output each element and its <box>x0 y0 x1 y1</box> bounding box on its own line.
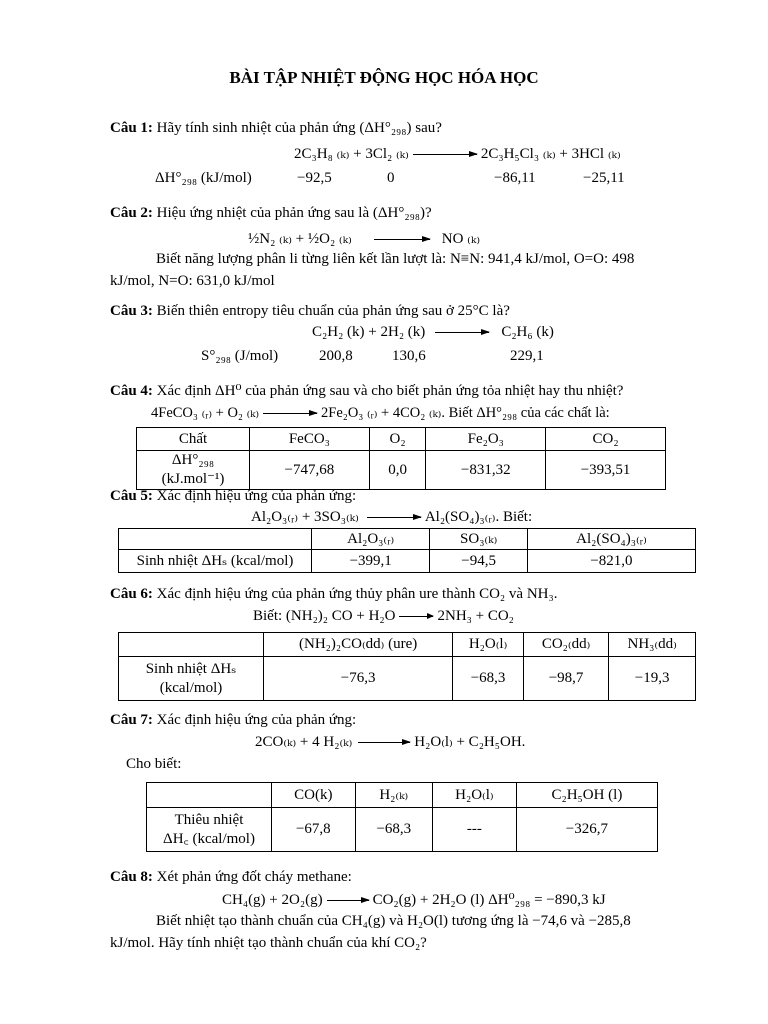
question-text: Hãy tính sinh nhiệt của phản ứng (ΔH°₂₉₈) sau? <box>156 120 442 136</box>
table-row <box>147 808 658 852</box>
q3-value-3: 229,1 <box>510 348 544 364</box>
question-label: Câu 2: <box>110 205 153 221</box>
reaction-arrow <box>435 332 489 333</box>
products: CO₂(g) + 2H₂O (l) ΔH⁰₂₉₈ = −890,3 kJ <box>372 892 606 908</box>
table-header-row <box>119 633 696 657</box>
table-cell <box>119 529 312 550</box>
q7-given: Cho biết: <box>126 756 182 772</box>
question-label: Câu 5: <box>110 488 153 504</box>
table-cell: O₂ <box>369 428 426 451</box>
reactants: Al₂O₃₍ᵣ₎ + 3SO₃₍ₖ₎ <box>251 509 359 525</box>
reactants: 4FeCO₃ ₍ᵣ₎ + O₂ ₍ₖ₎ <box>151 405 260 421</box>
table-cell: −747,68 <box>250 451 370 490</box>
table-header-row <box>137 428 666 451</box>
question-5 <box>110 486 710 506</box>
reactants: ½N₂ ₍ₖ₎ + ½O₂ ₍ₖ₎ <box>248 231 352 247</box>
table-cell: NH₃₍dd₎ <box>609 633 696 657</box>
q1-value-4: −25,11 <box>583 170 625 186</box>
table-cell: −326,7 <box>516 808 657 852</box>
products: H₂O₍l₎ + C₂H₅OH. <box>414 734 526 750</box>
q1-row-label: ΔH°₂₉₈ (kJ/mol) <box>155 170 252 186</box>
table-cell: SO₃₍ₖ₎ <box>430 529 528 550</box>
q1-reaction <box>294 144 621 164</box>
q1-value-3: −86,11 <box>494 170 536 186</box>
table-header-row <box>119 529 696 550</box>
products: C₂H₆ (k) <box>501 324 554 340</box>
reactants: 2CO₍ₖ₎ + 4 H₂₍ₖ₎ <box>255 734 353 750</box>
table-cell: CO₂₍dd₎ <box>523 633 608 657</box>
question-label: Câu 7: <box>110 712 153 728</box>
table-cell: −68,3 <box>355 808 432 852</box>
q1-value-1: −92,5 <box>297 170 332 186</box>
reactants: 2C₃H₈ ₍ₖ₎ + 3Cl₂ ₍ₖ₎ <box>294 146 409 162</box>
table-cell: −94,5 <box>430 550 528 573</box>
table-cell: −19,3 <box>609 657 696 701</box>
table-row <box>119 657 696 701</box>
table-cell: Al₂(SO₄)₃₍ᵣ₎ <box>527 529 695 550</box>
reaction-arrow <box>374 239 430 240</box>
table-cell: H₂₍ₖ₎ <box>355 783 432 808</box>
question-label: Câu 3: <box>110 303 153 319</box>
table-cell: Al₂O₃₍ᵣ₎ <box>312 529 430 550</box>
products: NO ₍ₖ₎ <box>441 231 481 247</box>
question-2 <box>110 203 710 223</box>
q7-reaction <box>255 732 525 752</box>
q7-table <box>146 782 658 852</box>
question-label: Câu 4: <box>110 383 153 399</box>
row-label-line-1: Thiêu nhiệt <box>174 811 244 828</box>
q2-line-2: kJ/mol, N=O: 631,0 kJ/mol <box>110 273 275 289</box>
table-cell: Chất <box>137 428 250 451</box>
question-text: Xét phản ứng đốt cháy methane: <box>156 869 352 885</box>
question-label: Câu 8: <box>110 869 153 885</box>
q5-reaction <box>251 507 532 527</box>
table-cell: CO₂ <box>546 428 666 451</box>
table-cell: −68,3 <box>453 657 524 701</box>
question-label: Câu 6: <box>110 586 153 602</box>
q2-line-1: Biết năng lượng phân li từng liên kết lần lượt là: N≡N: 941,4 kJ/mol, O=O: 498 <box>156 251 635 267</box>
q3-value-2: 130,6 <box>392 348 426 364</box>
q4-reaction <box>151 403 610 423</box>
question-6 <box>110 584 710 604</box>
q4-table <box>136 427 666 490</box>
table-cell: −393,51 <box>546 451 666 490</box>
row-label-line-1: Sinh nhiệt ΔHₛ <box>145 660 237 677</box>
table-cell: −76,3 <box>264 657 453 701</box>
table-cell: −67,8 <box>272 808 356 852</box>
q3-row-label: S°₂₉₈ (J/mol) <box>201 348 279 364</box>
table-cell: H₂O₍l₎ <box>432 783 516 808</box>
question-text: Biến thiên entropy tiêu chuẩn của phản ứng sau ở 25°C là? <box>156 303 510 319</box>
table-cell: −98,7 <box>523 657 608 701</box>
question-text: Xác định hiệu ứng của phản ứng: <box>156 712 357 728</box>
question-4 <box>110 381 730 401</box>
reaction-arrow <box>399 616 433 617</box>
table-cell: −399,1 <box>312 550 430 573</box>
q8-line-1: Biết nhiệt tạo thành chuẩn của CH₄(g) và H₂O(l) tương ứng là −74,6 và −285,8 <box>156 913 631 929</box>
table-cell <box>147 808 272 852</box>
q5-table <box>118 528 696 573</box>
table-cell <box>119 633 264 657</box>
table-cell: (NH₂)₂CO₍dd₎ (ure) <box>264 633 453 657</box>
products: 2C₃H₅Cl₃ ₍ₖ₎ + 3HCl ₍ₖ₎ <box>480 146 621 162</box>
table-header-row <box>147 783 658 808</box>
products: 2NH₃ + CO₂ <box>437 608 514 624</box>
products: Al₂(SO₄)₃₍ᵣ₎. Biết: <box>424 509 533 525</box>
table-cell: ΔH°₂₉₈ (kJ.mol⁻¹) <box>137 451 250 490</box>
question-text: Hiệu ứng nhiệt của phản ứng sau là (ΔH°₂₉₈)? <box>156 205 432 221</box>
products: 2Fe₂O₃ ₍ᵣ₎ + 4CO₂ ₍ₖ₎. Biết ΔH°₂₉₈ của các chất là: <box>321 405 610 421</box>
question-8 <box>110 867 710 887</box>
q8-reaction <box>222 890 606 910</box>
table-cell: 0,0 <box>369 451 426 490</box>
q3-value-1: 200,8 <box>319 348 353 364</box>
question-label: Câu 1: <box>110 120 153 136</box>
table-cell: Sinh nhiệt ΔHₛ (kcal/mol) <box>119 550 312 573</box>
reaction-arrow <box>327 900 369 901</box>
q1-value-2: 0 <box>387 170 395 186</box>
q3-reaction <box>312 322 554 342</box>
reaction-arrow <box>413 154 477 155</box>
table-cell <box>147 783 272 808</box>
table-cell: −821,0 <box>527 550 695 573</box>
table-row <box>119 550 696 573</box>
reaction-arrow <box>358 742 410 743</box>
row-label-line-2: (kcal/mol) <box>159 679 223 696</box>
reactants: C₂H₂ (k) + 2H₂ (k) <box>312 324 426 340</box>
table-cell: C₂H₅OH (l) <box>516 783 657 808</box>
question-1 <box>110 118 710 138</box>
question-text: Xác định ΔH⁰ của phản ứng sau và cho biết phản ứng tỏa nhiệt hay thu nhiệt? <box>156 383 624 399</box>
table-row <box>137 451 666 490</box>
page-title: BÀI TẬP NHIỆT ĐỘNG HỌC HÓA HỌC <box>229 68 539 87</box>
question-7 <box>110 710 710 730</box>
reactants: CH₄(g) + 2O₂(g) <box>222 892 323 908</box>
table-cell: −831,32 <box>426 451 546 490</box>
reaction-arrow <box>263 413 317 414</box>
q8-line-2: kJ/mol. Hãy tính nhiệt tạo thành chuẩn của khí CO₂? <box>110 935 427 951</box>
row-label-line-2: ΔH꜀ (kcal/mol) <box>163 830 255 847</box>
q6-reaction <box>253 606 514 626</box>
table-cell: H₂O₍l₎ <box>453 633 524 657</box>
table-cell: FeCO₃ <box>250 428 370 451</box>
table-cell: CO(k) <box>272 783 356 808</box>
table-cell <box>119 657 264 701</box>
table-cell: Fe₂O₃ <box>426 428 546 451</box>
question-text: Xác định hiệu ứng của phản ứng thủy phân ure thành CO₂ và NH₃. <box>156 586 558 602</box>
question-3 <box>110 301 710 321</box>
q6-table <box>118 632 696 701</box>
reactants: Biết: (NH₂)₂ CO + H₂O <box>253 608 396 624</box>
question-text: Xác định hiệu ứng của phản ứng: <box>156 488 357 504</box>
table-cell: --- <box>432 808 516 852</box>
reaction-arrow <box>367 517 421 518</box>
q2-reaction <box>248 229 480 249</box>
